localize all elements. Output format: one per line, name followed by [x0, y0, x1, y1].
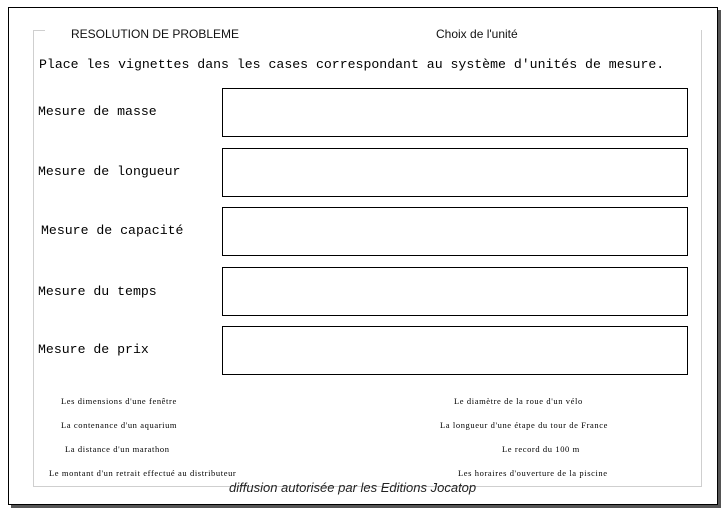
vignette-card[interactable]: La longueur d'une étape du tour de France: [440, 420, 608, 430]
vignette-card[interactable]: La contenance d'un aquarium: [61, 420, 178, 430]
instruction-text: Place les vignettes dans les cases correspondant au système d'unités de mesure.: [39, 57, 665, 72]
worksheet-subtitle: Choix de l'unité: [436, 27, 518, 41]
worksheet-page: [8, 7, 718, 505]
drop-zone-longueur[interactable]: [222, 148, 688, 197]
category-label-temps: Mesure du temps: [38, 284, 157, 299]
drop-zone-capacite[interactable]: [222, 207, 688, 256]
vignette-card[interactable]: Le record du 100 m: [502, 444, 580, 454]
drop-zone-temps[interactable]: [222, 267, 688, 316]
category-label-prix: Mesure de prix: [38, 342, 149, 357]
drop-zone-prix[interactable]: [222, 326, 688, 375]
category-label-longueur: Mesure de longueur: [38, 164, 181, 179]
worksheet-title: RESOLUTION DE PROBLEME: [71, 27, 240, 41]
vignette-card[interactable]: Le diamètre de la roue d'un vélo: [454, 396, 583, 406]
category-label-masse: Mesure de masse: [38, 104, 157, 119]
vignette-card[interactable]: Les dimensions d'une fenêtre: [61, 396, 177, 406]
category-label-capacite: Mesure de capacité: [41, 223, 184, 238]
frame-corner: [33, 30, 45, 31]
vignette-card[interactable]: La distance d'un marathon: [65, 444, 170, 454]
drop-zone-masse[interactable]: [222, 88, 688, 137]
vignette-card[interactable]: Le montant d'un retrait effectué au distributeur: [49, 468, 237, 478]
copyright-footer: diffusion autorisée par les Editions Jocatop: [229, 480, 477, 495]
vignette-card[interactable]: Les horaires d'ouverture de la piscine: [458, 468, 608, 478]
